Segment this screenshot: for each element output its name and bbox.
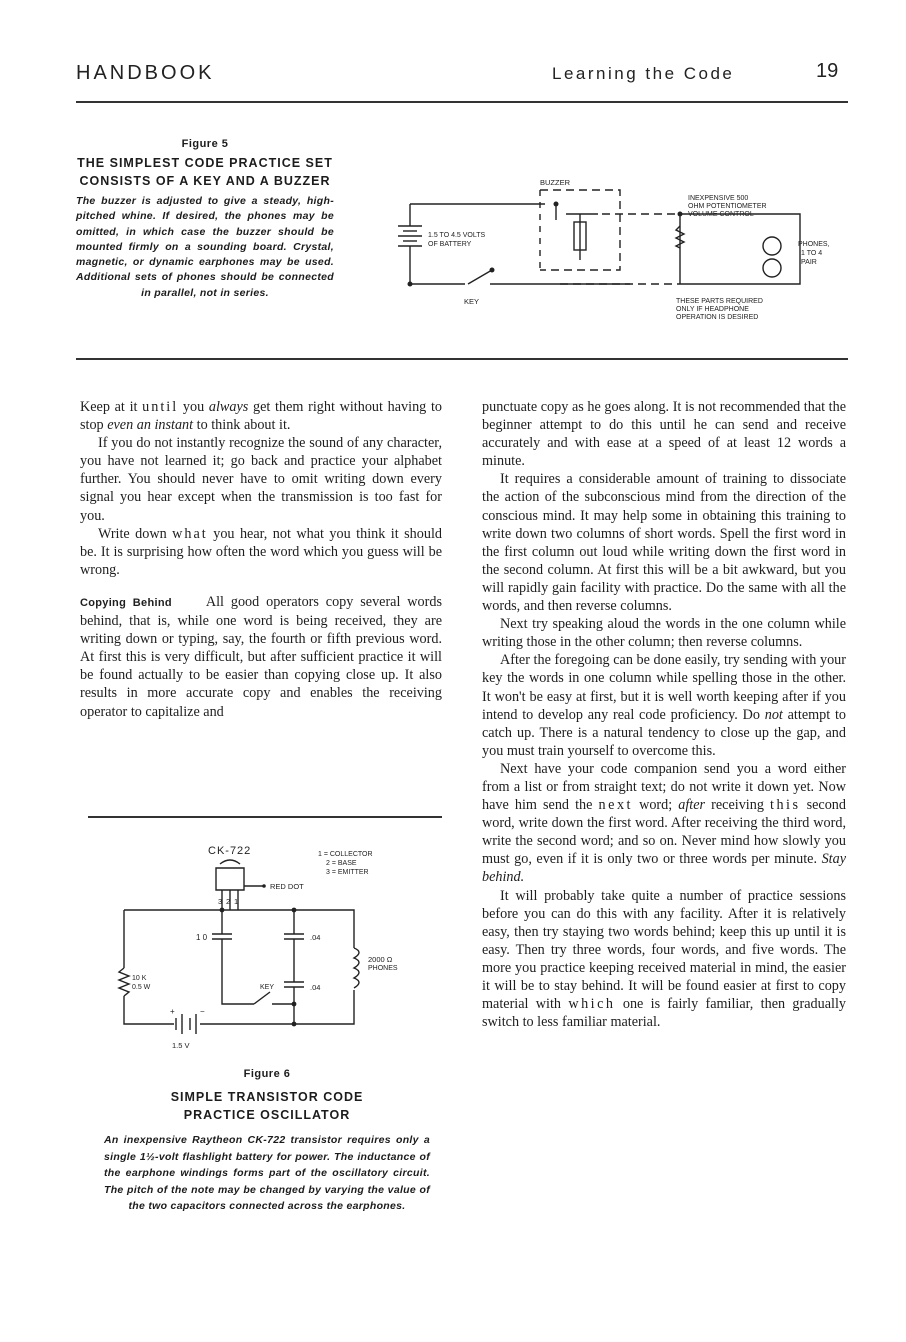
fig6-pin1-label: 1 = COLLECTOR [318,851,373,858]
figure6-title-line1: SIMPLE TRANSISTOR CODE [170,1090,364,1104]
side-heading-copying-behind: Copying Behind [80,596,172,609]
fig5-pot-label-3: VOLUME CONTROL [688,211,754,218]
fig6-battery-plus: + [170,1007,175,1016]
left-paragraph-3: Write down what you hear, not what you think it should be. It is surprising how often the word which you guess will be wrong. [80,525,442,578]
figure5-title: THE SIMPLEST CODE PRACTICE SET CONSISTS OF A KEY AND A BUZZER [77,156,333,188]
fig6-pin3-label: 3 = EMITTER [326,869,369,876]
figure5-caption [76,138,334,301]
fig5-buzzer-label: BUZZER [540,178,570,187]
fig6-pin2-label: 2 = BASE [326,860,357,867]
fig5-pot-label-1: INEXPENSIVE 500 [688,195,749,202]
fig6-cap1-label: 1 0 [196,933,208,942]
left-column [80,398,442,721]
figure6-circuit-diagram [104,838,430,1060]
fig6-red-dot-label: RED DOT [270,882,304,891]
fig5-note-label-3: OPERATION IS DESIRED [676,314,759,321]
right-paragraph-3: Next try speaking aloud the words in the one column while writing those in the other column; then reverse columns. [482,616,846,651]
page-number: 19 [816,60,839,82]
right-paragraph-2: It requires a considerable amount of training to dissociate the action of the subconscious mind from the direction of the conscious mind. It may help some in obtaining this training to write down two columns of short words. Spell the first word in the first column out loud while writing down the first word in the second column. At first this will be a bit awkward, but you will rapidly gain facility with practice. Do the same with all the words, and then reverse columns. [482,471,846,615]
right-paragraph-5: Next have your code companion send you a word either from a list or from straight text; do not write it down yet. Now have him send the next word; after receiving this second word, write down the first word. After receiving the third word, write the second word; and so on. Never mind how slowly you must go, even if it is only two or three words per minute. Stay behind. [482,760,846,886]
fig6-cap3-label: .04 [310,983,321,992]
fig5-phones-label-2: 1 TO 4 [801,250,823,257]
fig6-transistor-label: CK-722 [208,845,252,857]
fig6-phones-label-2: PHONES [368,965,398,972]
left-paragraph-4: Copying Behind All good operators copy several words behind, that is, while one word is being received, they are writing down or typing, say, the fourth or fifth previous word. At first this is very difficult, but after sufficient practice it will be found actually to be easier than copying close up. It also results in more accurate copy and enables the receiving operator to capitalize and [80,593,442,720]
fig6-resistor-label-1: 10 K [132,975,147,982]
left-paragraph-1: Keep at it until you always get them right without having to stop even an instant to think about it. [80,399,443,434]
right-paragraph-6: It will probably take quite a number of practice sessions before you can do this with any facility. After it is relatively easy, then try staying two words behind; keep this up until it is easy. Then try three words, four words, and five words. The more you practice keeping received material in mind, the easier it will be to stay behind. It will be found easier at first to copy material with which one is fairly familiar, then gradually switch to less familiar material. [482,887,846,1031]
figure5-circuit-diagram [380,160,850,340]
fig6-pin-2: 2 [226,897,231,906]
left-paragraph-2: If you do not instantly recognize the sound of any character, you have not learned it; go back and practice your alphabet further. You should never have to omit writing down every signal you hear except when the transmission is too fast for you. [80,435,442,524]
figure5-description: The buzzer is adjusted to give a steady, high-pitched whine. If desired, the phones may be omitted, in which case the buzzer should be mounted firmly on a sounding board. Crystal, magnetic, or dynamic earphones may be used. Additional sets of phones should be connected in parallel, not in series. [76,195,334,299]
fig5-phones-label-3: PAIR [801,259,817,266]
fig6-battery-label: 1.5 V [172,1041,190,1050]
right-paragraph-4: After the foregoing can be done easily, try sending with your key the words in one column while spelling those in the other. It won't be easy at first, but it is well worth keeping after if you intend to develop any real code proficiency. Do not attempt to catch up. There is a natural tendency to close up the gap, and you must train yourself to overcome this. [482,652,846,759]
figure6-description: An inexpensive Raytheon CK-722 transistor requires only a single 1½-volt flashlight battery for power. The inductance of the earphone windings forms part of the oscillatory circuit. The pitch of the note may be changed by varying the value of the two capacitors connected across the earphones. [104,1134,430,1213]
fig6-key-label: KEY [260,984,275,991]
figure6-top-rule [88,816,442,818]
fig6-cap2-label: .04 [310,933,321,942]
fig5-phones-label-1: PHONES, [798,241,830,248]
fig6-pin-3: 3 [218,897,223,906]
header-rule [76,101,848,103]
figure5-label: Figure 5 [181,138,229,150]
figure6-label: Figure 6 [243,1068,291,1080]
right-paragraph-1: punctuate copy as he goes along. It is not recommended that the beginner attempt to do this until he can send and receive accurately and with ease at a speed of at least 12 words a minute. [482,399,846,470]
figure6-caption [104,1068,430,1215]
fig5-battery-label-2: OF BATTERY [428,241,472,248]
fig5-pot-label-2: OHM POTENTIOMETER [688,203,767,210]
fig5-battery-label-1: 1.5 TO 4.5 VOLTS [428,232,486,239]
fig5-note-label-1: THESE PARTS REQUIRED [676,298,763,305]
fig6-pin-1: 1 [234,897,239,906]
fig6-battery-minus: − [200,1007,205,1016]
fig6-phones-label-1: 2000 Ω [368,955,393,964]
figure5-bottom-rule [76,358,848,360]
fig6-resistor-label-2: 0.5 W [132,984,151,991]
running-header-title: HANDBOOK [76,62,215,84]
fig5-note-label-2: ONLY IF HEADPHONE [676,306,749,313]
right-column [482,398,846,1031]
fig5-key-label: KEY [464,297,480,306]
figure6-title-line2: PRACTICE OSCILLATOR [183,1108,351,1122]
running-header-chapter: Learning the Code [552,64,735,83]
